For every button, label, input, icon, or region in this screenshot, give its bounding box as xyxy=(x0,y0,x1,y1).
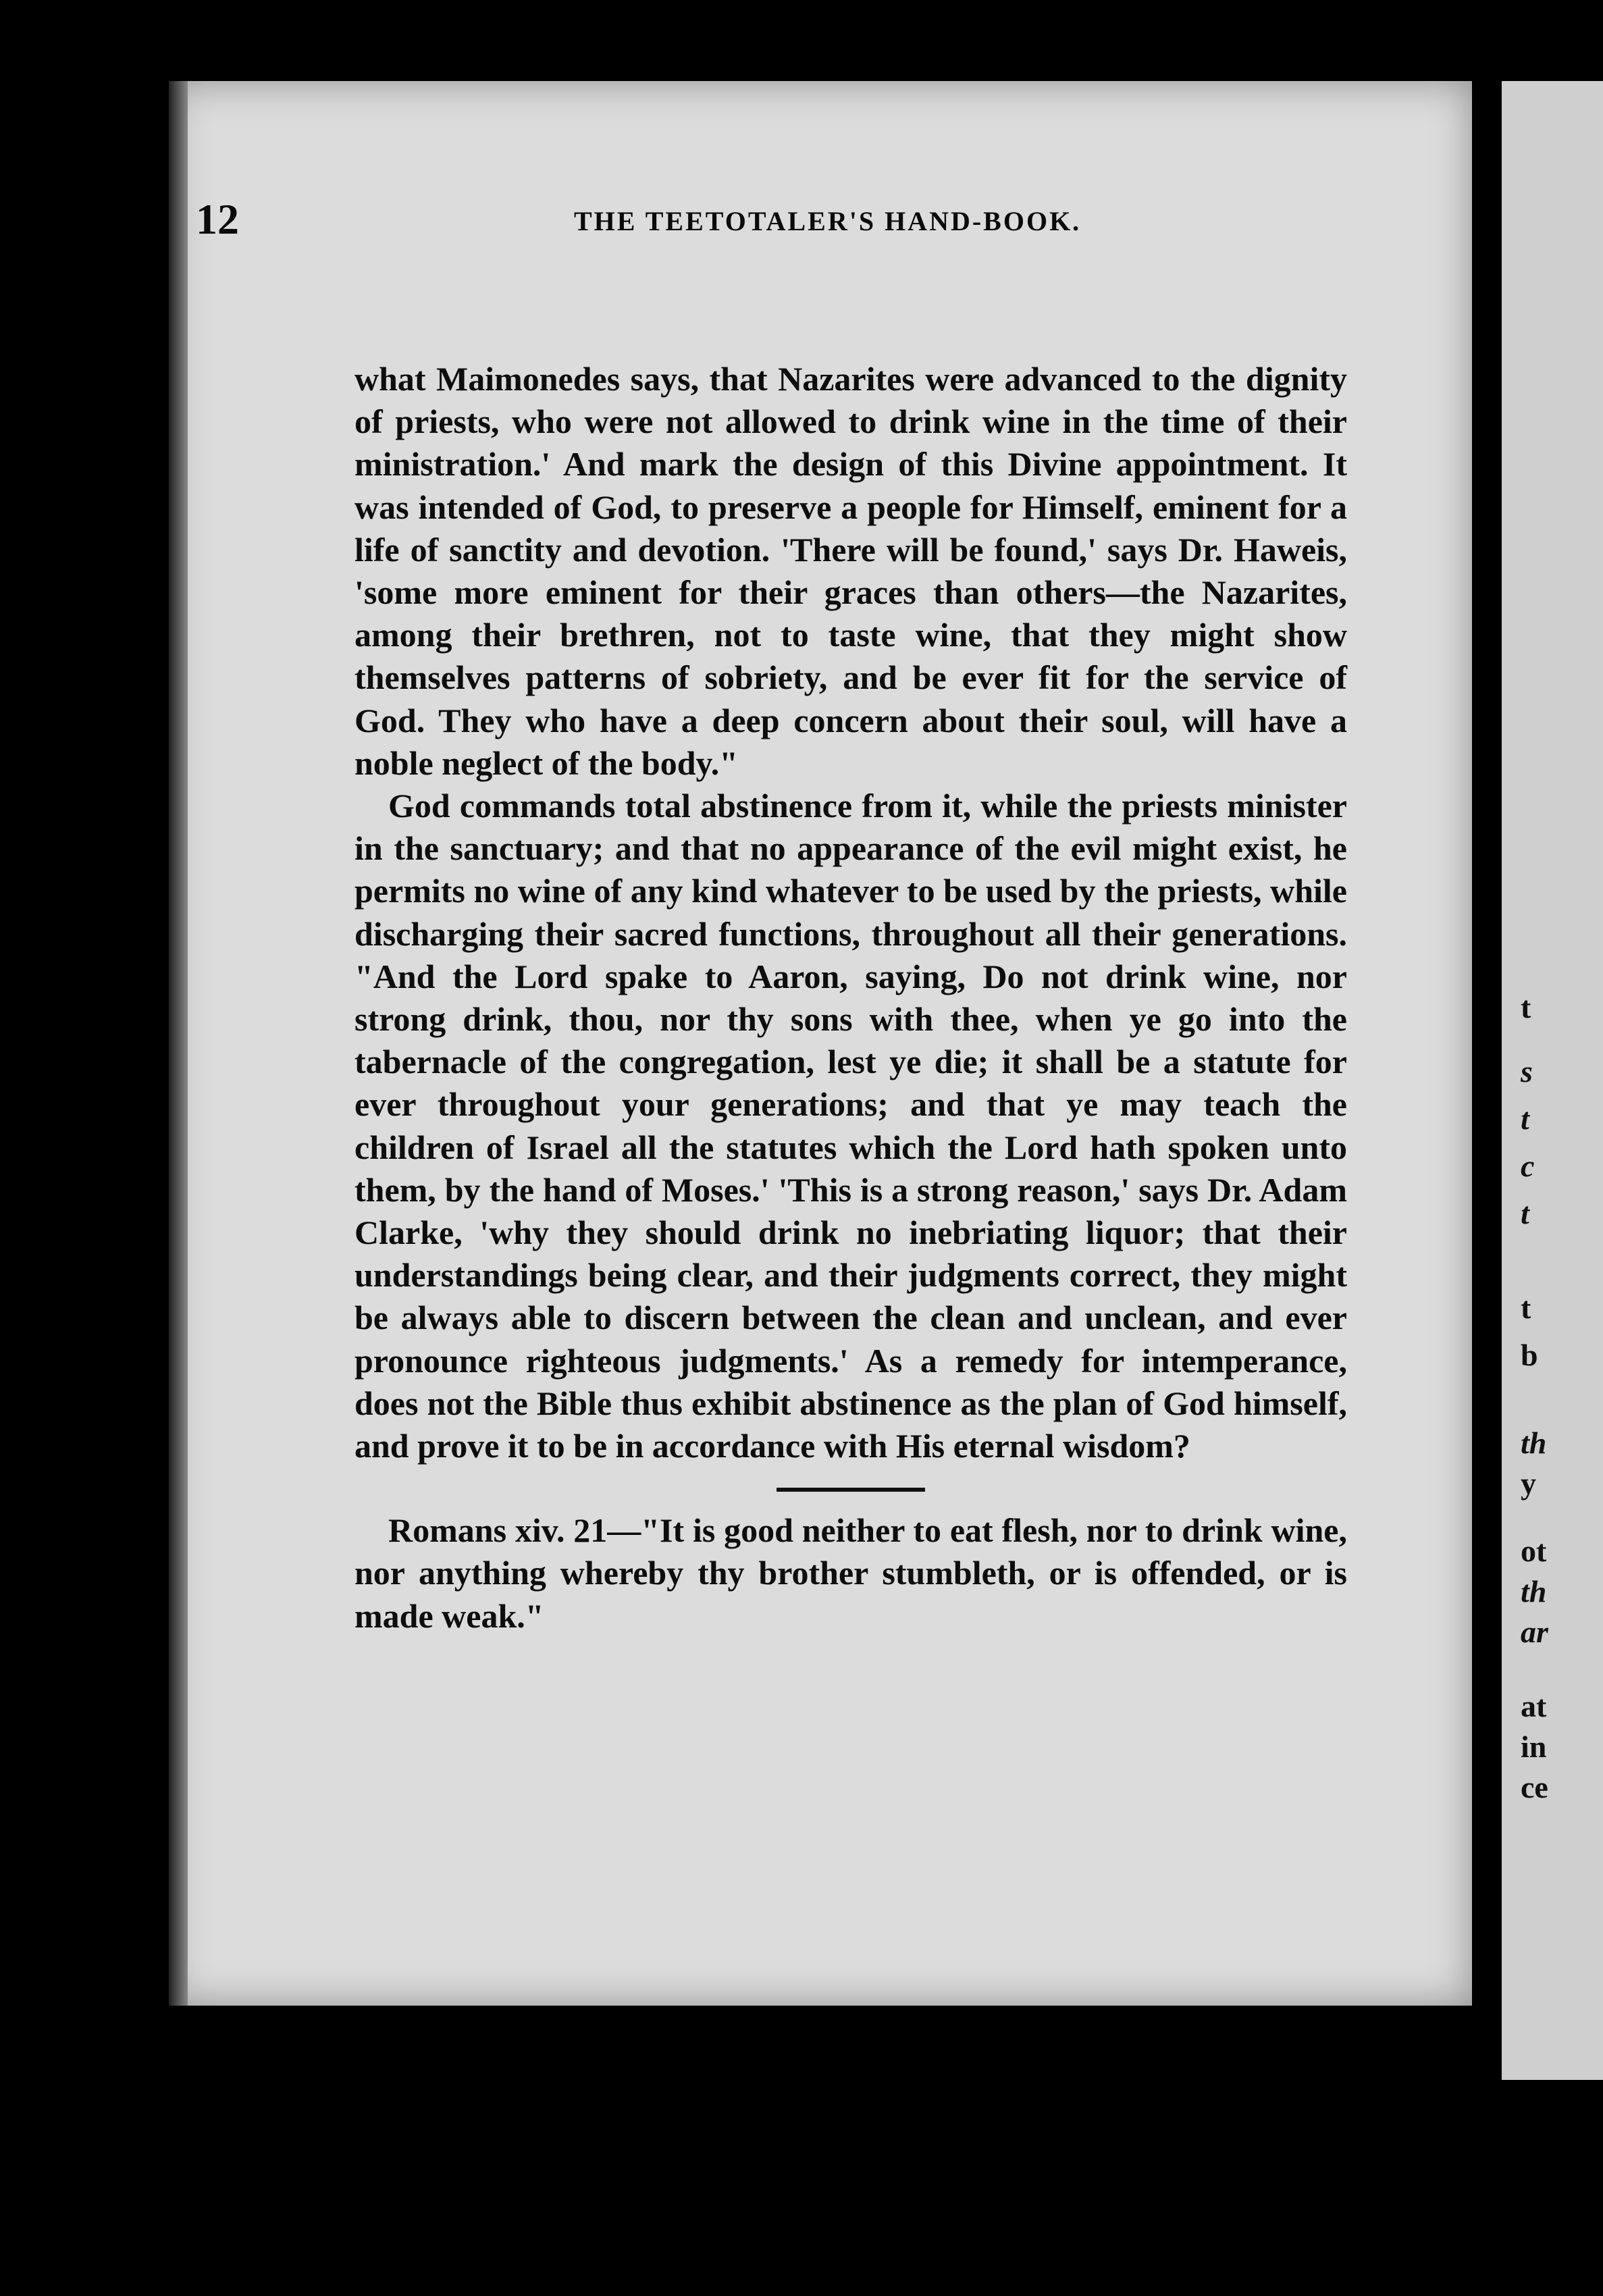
paragraph: God commands total abstinence from it, while the priests minister in the sanctuary; and that no appearance of the evil might exist, he permits no wine of any kind whatever to be used by the priests, while discharging their sacred functions, throughout all their generations. "And the Lord spake to Aaron, saying, Do not drink wine, nor strong drink, thou, nor thy sons with thee, when ye go into the tabernacle of the congregation, lest ye die; it shall be a statute for ever throughout your generations; and that ye may teach the children of Israel all the statutes which the Lord hath spoken unto them, by the hand of Moses.' 'This is a strong reason,' says Dr. Adam Clarke, 'why they should drink no inebriating liquor; that their understandings being clear, and their judgments correct, they might be always able to discern between the clean and unclean, and ever pronounce righteous judgments.' As a remedy for intemperance, does not the Bible thus exhibit abstinence as the plan of God himself, and prove it to be in accordance with His eternal wisdom? xyxy=(354,787,1347,1465)
facing-fragment: in xyxy=(1521,1729,1547,1764)
facing-page-edge xyxy=(1502,81,1603,2080)
facing-fragment: b xyxy=(1521,1338,1538,1372)
facing-fragment: s xyxy=(1521,1054,1533,1089)
facing-fragment: at xyxy=(1521,1689,1547,1723)
facing-fragment: y xyxy=(1521,1466,1536,1501)
facing-fragment: t xyxy=(1521,990,1531,1024)
facing-fragment: t xyxy=(1521,1196,1529,1230)
scripture-verse: Romans xiv. 21—"It is good neither to eat flesh, nor to drink wine, nor anything whereby thy brother stumbleth, or is offended, or is made weak." xyxy=(354,1511,1347,1635)
facing-fragment: c xyxy=(1521,1149,1535,1183)
running-head: THE TEETOTALER'S HAND-BOOK. xyxy=(574,206,1082,236)
body-text xyxy=(354,358,1347,1638)
facing-fragment: ar xyxy=(1521,1615,1548,1649)
page-header xyxy=(196,189,1344,250)
facing-fragment: ce xyxy=(1521,1770,1548,1804)
facing-fragment: t xyxy=(1521,1101,1529,1136)
facing-fragment: ot xyxy=(1521,1534,1547,1568)
facing-fragment: th xyxy=(1521,1574,1547,1609)
page-number: 12 xyxy=(196,195,239,243)
section-divider xyxy=(777,1488,925,1492)
paragraph: what Maimonedes says, that Nazarites were advanced to the dignity of priests, who were not allowed to drink wine in the time of their ministration.' And mark the design of this Divine appointment. It was intended of God, to preserve a people for Himself, eminent for a life of sanctity and devotion. 'There will be found,' says Dr. Haweis, 'some more eminent for their graces than others—the Nazarites, among their brethren, not to taste wine, that they might show themselves patterns of sobriety, and be ever fit for the service of God. They who have a deep concern about their soul, will have a noble neglect of the body." xyxy=(354,360,1347,782)
facing-fragment: th xyxy=(1521,1426,1547,1460)
facing-fragment: t xyxy=(1521,1290,1531,1325)
